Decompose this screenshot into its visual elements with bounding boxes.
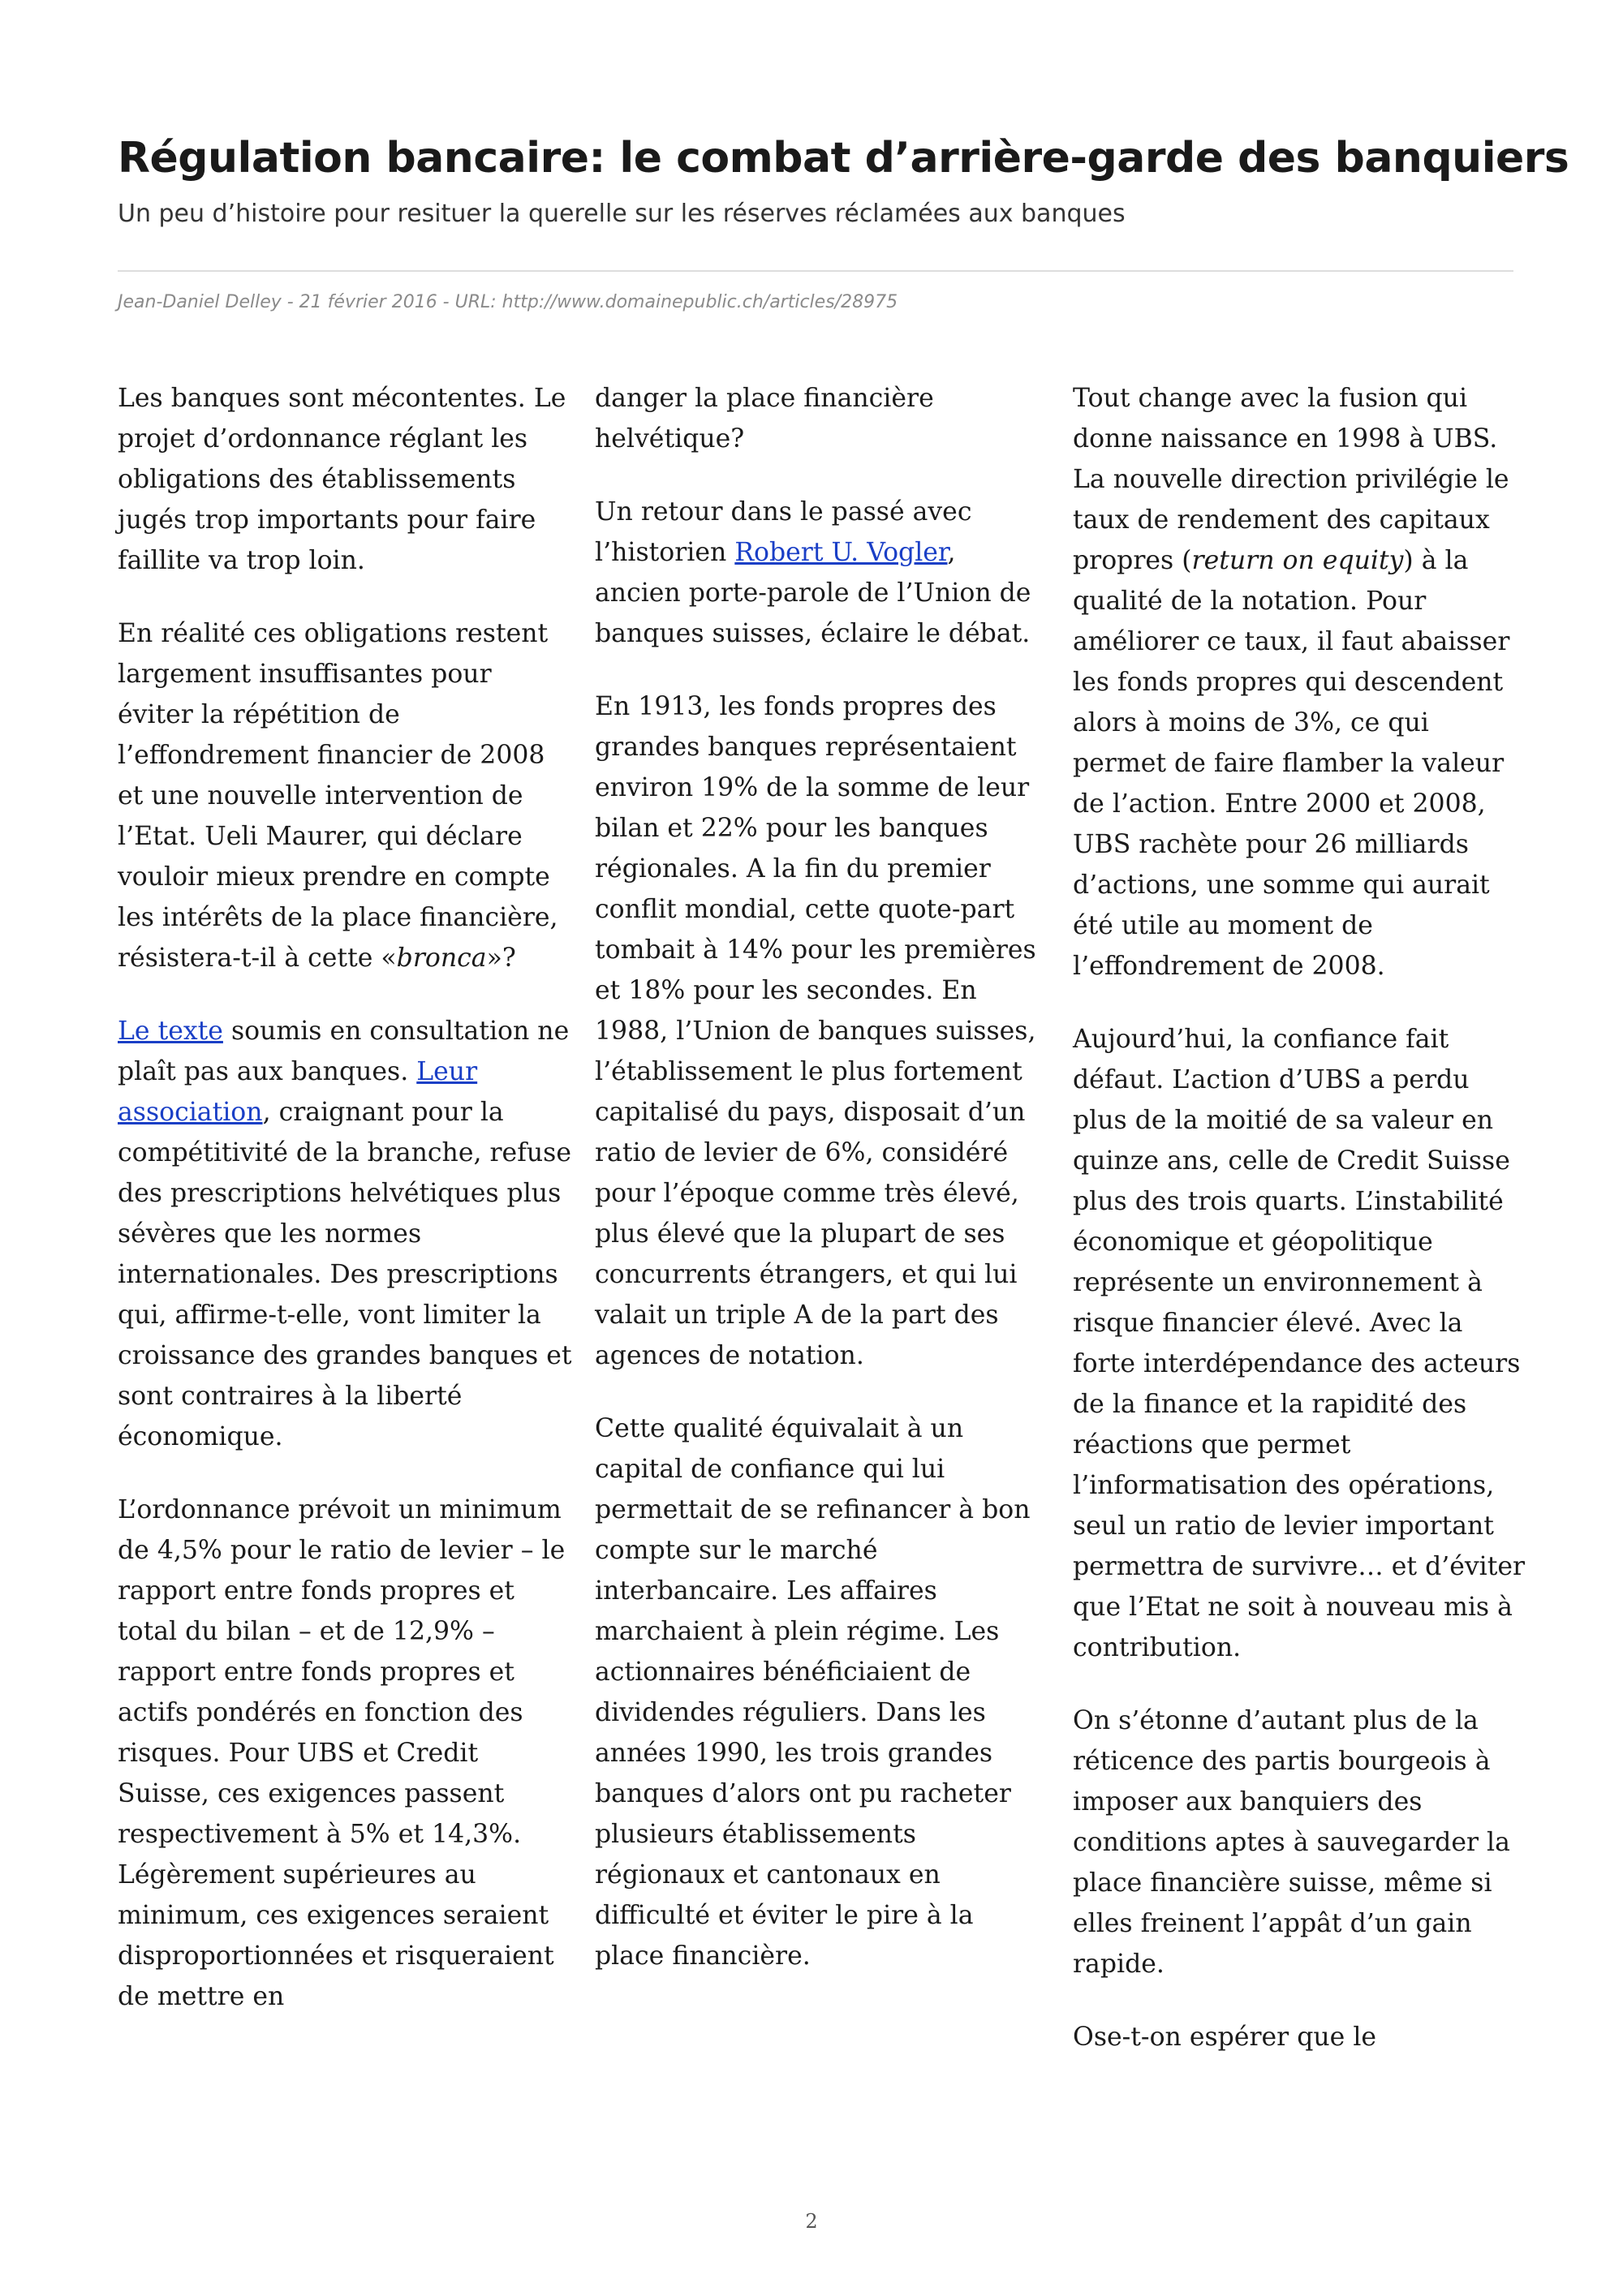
paragraph: Aujourd’hui, la confiance fait défaut. L’action d’UBS a perdu plus de la moitié de sa valeur en quinze ans, celle de Credit Suisse plus des trois quarts. L’instabilité économique et géopolitique représente un environnement à risque financier élevé. Avec la forte interdépendance des acteurs de la finance et la rapidité des réactions que permet l’informatisation des opérations, seul un ratio de levier important permettra de survivre… et d’éviter que l’Etat ne soit à nouveau mis à contribution. (1073, 1025, 1526, 1662)
paragraph: On s’étonne d’autant plus de la réticence des partis bourgeois à imposer aux banquiers des conditions aptes à sauvegarder la place financière suisse, même si elles freinent l’appât d’un gain rapide. (1073, 1706, 1510, 1979)
paragraph (1073, 378, 1527, 987)
header-divider (118, 270, 1513, 272)
paragraph (118, 1011, 572, 1457)
text-run: , craignant pour la compétitivité de la branche, refuse des prescriptions helvétiques plus sévères que les normes internationales. Des prescriptions qui, affirme-t-elle, vont limiter la croissance des grandes banques et sont contraires à la liberté économique. (118, 1098, 572, 1451)
text-run: Tout change avec la fusion qui donne naissance en 1998 à UBS. La nouvelle direction privilégie le taux de rendement des capitaux propres ( (1073, 384, 1509, 575)
text-run: En réalité ces obligations restent largement insuffisantes pour éviter la répétition de l’effondrement financier de 2008 et une nouvelle intervention de l’Etat. Ueli Maurer, qui déclare vouloir mieux prendre en compte les intérêts de la place financière, résistera-t-il à cette « (118, 619, 558, 973)
paragraph: Les banques sont mécontentes. Le projet d’ordonnance réglant les obligations des établissements jugés trop importants pour faire faillite va trop loin. (118, 384, 566, 575)
paragraph: Ose-t-on espérer que le (1073, 2023, 1377, 2052)
article-meta: Jean-Daniel Delley - 21 février 2016 - URL: http://www.domainepublic.ch/articles/28975 (118, 292, 898, 312)
text-run: ) à la qualité de la notation. Pour améliorer ce taux, il faut abaisser les fonds propres qui descendent alors à moins de 3%, ce qui permet de faire flamber la valeur de l’action. Entre 2000 et 2008, UBS rachète pour 26 milliards d’actions, une somme qui aurait été utile au moment de l’effondrement de 2008. (1073, 546, 1510, 981)
le-texte-link[interactable]: Le texte (118, 1017, 223, 1046)
article-subtitle: Un peu d’histoire pour resituer la querelle sur les réserves réclamées aux banques (118, 200, 1126, 228)
text-run: , ancien porte-parole de l’Union de banques suisses, éclaire le débat. (595, 538, 1031, 648)
emphasis-text: return on equity (1191, 546, 1404, 575)
robert-vogler-link[interactable]: Robert U. Vogler (734, 538, 948, 567)
emphasis-text: bronca (396, 944, 487, 973)
leur-association-link[interactable]: Leur association (118, 1057, 478, 1127)
paragraph: danger la place financière helvétique? (595, 384, 934, 454)
text-run: soumis en consultation ne plaît pas aux banques. (118, 1017, 570, 1086)
text-run: »? (486, 944, 516, 973)
article-title: Régulation bancaire: le combat d’arrière-garde des banquiers (118, 134, 1569, 183)
paragraph: L’ordonnance prévoit un minimum de 4,5% pour le ratio de levier – le rapport entre fonds propres et total du bilan – et de 12,9% – rapport entre fonds propres et actifs pondérés en fonction des risques. Pour UBS et Credit Suisse, ces exigences passent respectivement à 5% et 14,3%. Légèrement supérieures au minimum, ces exigences seraient disproportionnées et risqueraient de mettre en (118, 1495, 566, 2011)
text-run: Un retour dans le passé avec l’historien (595, 497, 972, 567)
paragraph: En 1913, les fonds propres des grandes banques représentaient environ 19% de la somme de leur bilan et 22% pour les banques régionales. A la fin du premier conflit mondial, cette quote-part tombait à 14% pour les premières et 18% pour les secondes. En 1988, l’Union de banques suisses, l’établissement le plus fortement capitalisé du pays, disposait d’un ratio de levier de 6%, considéré pour l’époque comme très élevé, plus élevé que la plupart de ses concurrents étrangers, et qui lui valait un triple A de la part des agences de notation. (595, 692, 1036, 1370)
paragraph (595, 492, 1049, 654)
text-column-1 (118, 378, 572, 2017)
paragraph: Cette qualité équivalait à un capital de confiance qui lui permettait de se refinancer à bon compte sur le marché interbancaire. Les affaires marchaient à plein régime. Les actionnaires bénéficiaient de dividendes réguliers. Dans les années 1990, les trois grandes banques d’alors ont pu racheter plusieurs établissements régionaux et cantonaux en difficulté et éviter le pire à la place financière. (595, 1414, 1031, 1971)
article-header (118, 130, 1569, 230)
text-column-2 (595, 378, 1049, 1976)
page-number: 2 (805, 2210, 818, 2233)
text-column-3 (1073, 378, 1527, 2057)
paragraph (118, 613, 572, 978)
